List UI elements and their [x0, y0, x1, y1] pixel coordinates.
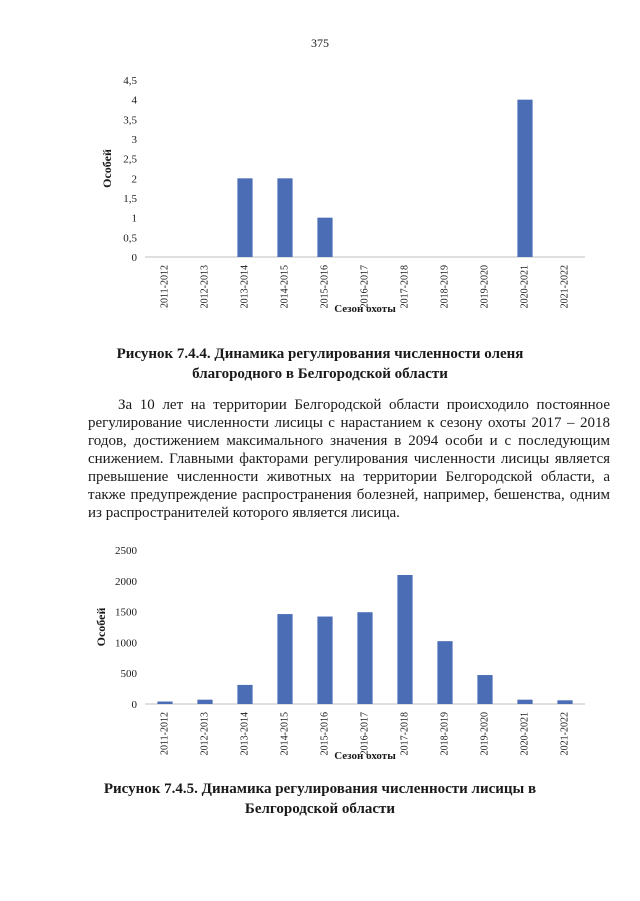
figure-7-4-5-caption: Рисунок 7.4.5. Динамика регулирования численности лисицы в Белгородской области	[103, 781, 537, 817]
bar-2015-2016	[317, 218, 332, 257]
y-tick-label: 1	[131, 212, 137, 225]
x-tick-label: 2011-2012	[159, 712, 171, 755]
x-tick-label: 2017-2018	[399, 265, 411, 309]
y-tick-label: 2500	[115, 545, 137, 557]
bar-2020-2021	[517, 100, 532, 257]
bar-2020-2021	[517, 700, 532, 704]
bar-2019-2020	[477, 675, 492, 704]
x-tick-label: 2016-2017	[359, 265, 371, 309]
deer-regulation-chart	[95, 70, 595, 325]
bar-2017-2018	[397, 575, 412, 704]
y-axis-label: Особей	[100, 149, 114, 188]
y-tick-label: 1,5	[123, 193, 137, 205]
x-tick-label: 2013-2014	[239, 712, 251, 756]
bar-2013-2014	[237, 178, 252, 257]
page-number: 375	[311, 36, 329, 50]
y-tick-label: 0	[131, 699, 137, 711]
x-tick-label: 2020-2021	[519, 265, 531, 309]
x-tick-label: 2015-2016	[319, 712, 331, 756]
x-tick-label: 2012-2013	[199, 265, 211, 309]
x-tick-label: 2012-2013	[199, 712, 211, 756]
x-tick-label: 2019-2020	[479, 265, 491, 309]
bar-2018-2019	[437, 641, 452, 704]
x-tick-label: 2014-2015	[279, 712, 291, 756]
figure-7-4-4-caption: Рисунок 7.4.4. Динамика регулирования численности оленя благородного в Белгородской области	[116, 346, 524, 382]
bar-2011-2012	[157, 702, 172, 704]
x-tick-label: 2017-2018	[399, 712, 411, 756]
x-tick-label: 2021-2022	[559, 265, 571, 309]
x-tick-label: 2021-2022	[559, 712, 571, 756]
body-paragraph: За 10 лет на территории Белгородской области происходило постоянное регулирование численности лисицы с нарастанием к сезону охоты 2017 – 2018 годов, достижением максимального значения в 2094 особи и с последующим снижением. Главными факторами регулирования численности лисицы является превышение численности животных на территории Белгородской области, а также предупреждение распространения болезней, например, бешенства, одним из распространителей которого является лисица.	[88, 397, 610, 521]
y-tick-label: 1000	[115, 637, 137, 650]
y-axis-label: Особей	[95, 607, 108, 647]
bar-2021-2022	[557, 700, 572, 704]
y-tick-label: 500	[120, 668, 137, 681]
bar-2014-2015	[277, 614, 292, 704]
fox-regulation-chart	[95, 540, 595, 770]
bar-2012-2013	[197, 700, 212, 704]
y-tick-label: 1500	[115, 606, 137, 619]
bar-2016-2017	[357, 612, 372, 704]
x-axis-label: Сезон охоты	[334, 750, 396, 762]
y-tick-label: 2	[131, 173, 137, 186]
x-tick-label: 2018-2019	[439, 712, 451, 756]
x-tick-label: 2016-2017	[359, 712, 371, 756]
x-tick-label: 2018-2019	[439, 265, 451, 309]
bar-2014-2015	[277, 178, 292, 257]
x-tick-label: 2011-2012	[159, 265, 171, 308]
y-tick-label: 2,5	[123, 153, 137, 166]
y-tick-label: 3	[131, 134, 137, 146]
y-tick-label: 0	[131, 252, 137, 264]
bar-2015-2016	[317, 617, 332, 704]
y-tick-label: 4,5	[123, 75, 137, 87]
x-tick-label: 2014-2015	[279, 265, 291, 309]
x-tick-label: 2020-2021	[519, 712, 531, 756]
y-tick-label: 3,5	[123, 114, 137, 127]
x-axis-label: Сезон охоты	[334, 303, 396, 315]
x-tick-label: 2013-2014	[239, 265, 251, 309]
fox-chart-svg	[95, 540, 595, 770]
deer-chart-svg	[95, 70, 595, 325]
y-tick-label: 2000	[115, 575, 137, 588]
bar-2013-2014	[237, 685, 252, 704]
y-tick-label: 0,5	[123, 232, 137, 245]
x-tick-label: 2015-2016	[319, 265, 331, 309]
y-tick-label: 4	[131, 94, 137, 107]
x-tick-label: 2019-2020	[479, 712, 491, 756]
